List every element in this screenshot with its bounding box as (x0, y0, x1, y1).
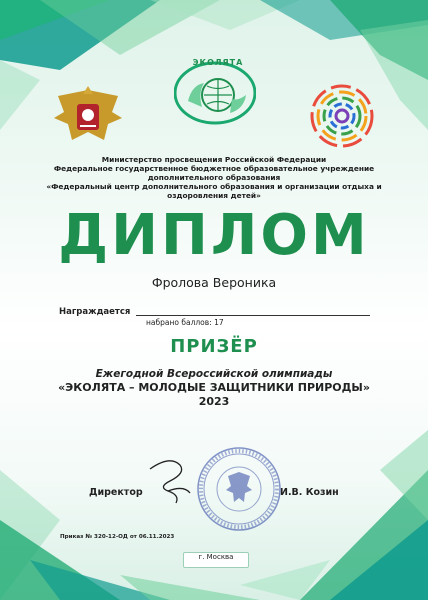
official-seal-icon (196, 446, 282, 532)
diploma-title: ДИПЛОМ (58, 203, 370, 268)
spiral-rainbow-logo-icon (306, 80, 378, 152)
award-underline (136, 315, 370, 316)
director-name: И.В. Козин (280, 487, 339, 498)
event-year: 2023 (198, 395, 230, 408)
ministry-line-3: дополнительного образования (147, 173, 281, 182)
event-block (20, 367, 408, 409)
event-line-1: Ежегодной Всероссийской олимпиады (95, 368, 333, 380)
director-label: Директор (89, 487, 143, 498)
score-text: набрано баллов: 17 (146, 318, 224, 327)
recipient-name: Фролова Вероника (151, 275, 277, 290)
city-label: г. Москва (198, 553, 234, 561)
order-reference: Приказ № 320-12-ОД от 06.11.2023 (60, 534, 175, 540)
ministry-line-2: Федеральное государственное бюджетное образовательное учреждение (53, 164, 375, 173)
ministry-header (40, 155, 388, 200)
director-signature-icon (140, 455, 200, 507)
ministry-line-1: Министерство просвещения Российской Федерации (101, 155, 327, 164)
ministry-line-5: оздоровления детей» (167, 191, 261, 200)
russian-eagle-emblem-icon (50, 82, 126, 148)
ekolyata-logo-text: ЭКОЛЯТА (192, 58, 244, 67)
award-label: Награждается (59, 307, 131, 317)
award-status: ПРИЗЁР (170, 336, 258, 357)
ministry-line-4: «Федеральный центр дополнительного образования и организации отдыха и (46, 182, 382, 191)
event-line-2: «ЭКОЛЯТА – МОЛОДЫЕ ЗАЩИТНИКИ ПРИРОДЫ» (58, 381, 370, 394)
